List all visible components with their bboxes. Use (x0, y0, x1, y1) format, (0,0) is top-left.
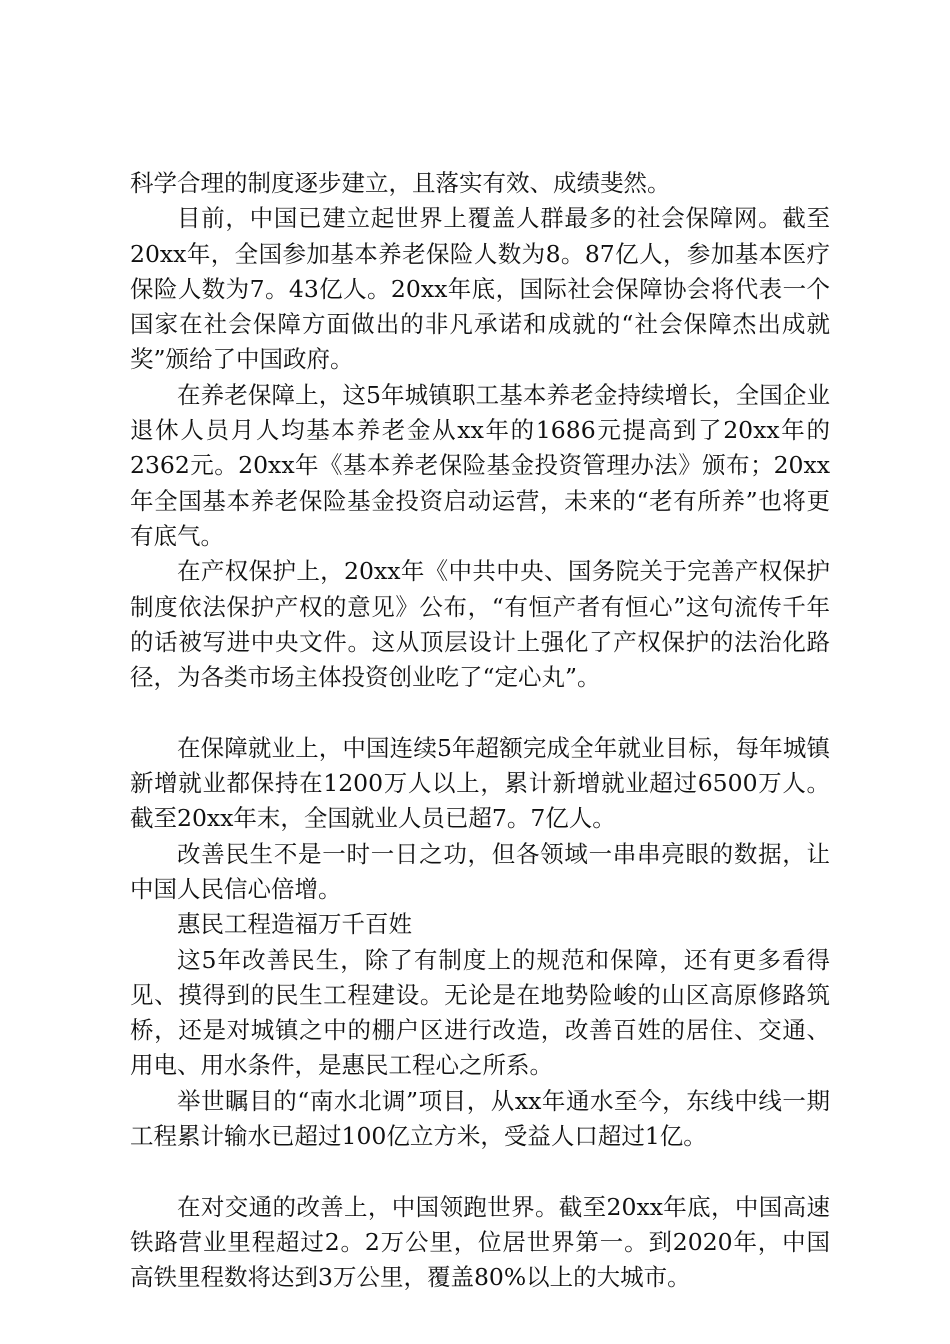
paragraph-livelihood: 改善民生不是一时一日之功，但各领域一串串亮眼的数据，让中国人民信心倍增。 (130, 839, 830, 903)
paragraph-social-security: 目前，中国已建立起世界上覆盖人群最多的社会保障网。截至20xx年，全国参加基本养老保险人数为8。87亿人，参加基本医疗保险人数为7。43亿人。20xx年底，国际社会保障协会将代表一个国家在社会保障方面做出的非凡承诺和成就的“社会保障杰出成就奖”颁给了中国政府。 (130, 204, 830, 374)
paragraph-water-diversion: 举世瞩目的“南水北调”项目，从xx年通水至今，东线中线一期工程累计输水已超过100亿立方米，受益人口超过1亿。 (130, 1086, 830, 1151)
paragraph-gap (130, 1154, 830, 1189)
paragraph-property-rights: 在产权保护上，20xx年《中共中央、国务院关于完善产权保护制度依法保护产权的意见》公布，“有恒产者有恒心”这句流传千年的话被写进中央文件。这从顶层设计上强化了产权保护的法治化路径，为各类市场主体投资创业吃了“定心丸”。 (130, 557, 830, 692)
document-body (130, 166, 830, 1296)
paragraph-transport: 在对交通的改善上，中国领跑世界。截至20xx年底，中国高速铁路营业里程超过2。2万公里，位居世界第一。到2020年，中国高铁里程数将达到3万公里，覆盖80%以上的大城市。 (130, 1192, 830, 1292)
paragraph-projects: 这5年改善民生，除了有制度上的规范和保障，还有更多看得见、摸得到的民生工程建设。无论是在地势险峻的山区高原修路筑桥，还是对城镇之中的棚户区进行改造，改善百姓的居住、交通、用电、用水条件，是惠民工程心之所系。 (130, 945, 830, 1080)
paragraph-pension: 在养老保障上，这5年城镇职工基本养老金持续增长，全国企业退休人员月人均基本养老金从xx年的1686元提高到了20xx年的2362元。20xx年《基本养老保险基金投资管理办法》颁布；20xx年全国基本养老保险基金投资启动运营，未来的“老有所养”也将更有底气。 (130, 380, 830, 550)
paragraph-employment: 在保障就业上，中国连续5年超额完成全年就业目标，每年城镇新增就业都保持在1200万人以上，累计新增就业超过6500万人。截至20xx年末，全国就业人员已超7。7亿人。 (130, 733, 830, 833)
section-heading: 惠民工程造福万千百姓 (177, 910, 412, 939)
paragraph-continuation: 科学合理的制度逐步建立，且落实有效、成绩斐然。 (130, 169, 671, 197)
paragraph-gap (130, 695, 830, 730)
